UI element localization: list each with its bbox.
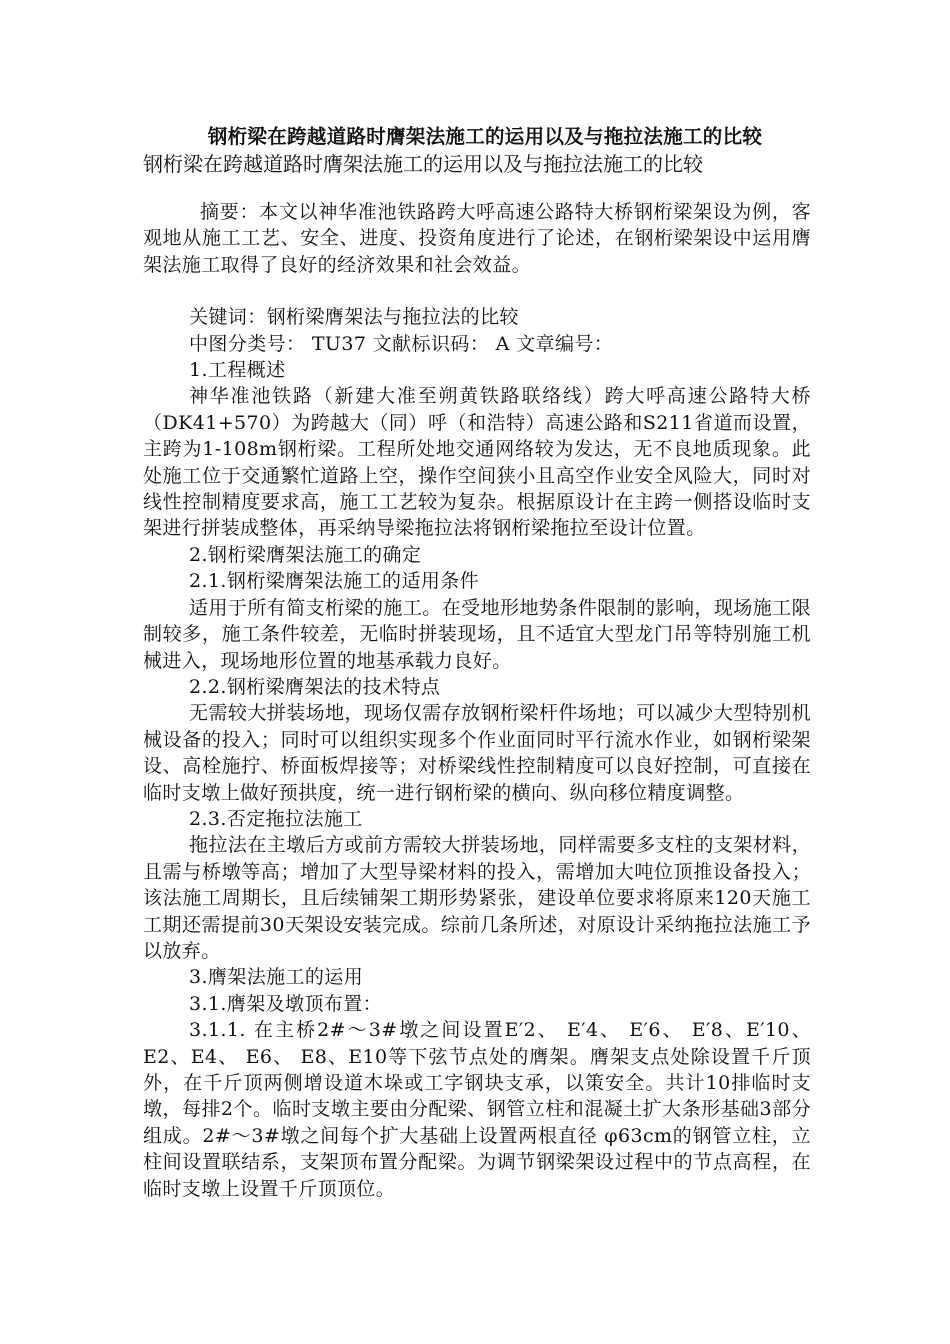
section-paragraph: 拖拉法在主墩后方或前方需较大拼装场地，同样需要多支柱的支架材料，且需与桥墩等高；增加了大型导梁材料的投入，需增加大吨位顶推设备投入；该法施工周期长，且后续铺架工期形势紧张，建设单位要求将原来120天施工工期还需提前30天架设安装完成。综前几条所述，对原设计采纳拖拉法施工予以放弃。 (143, 834, 811, 962)
document-subtitle: 钢桁梁在跨越道路时膺架法施工的运用以及与拖拉法施工的比较 (143, 152, 703, 176)
abstract-paragraph: 摘要：本文以神华准池铁路跨大呼高速公路特大桥钢桁梁架设为例，客观地从施工工艺、安全、进度、投资角度进行了论述，在钢桁梁架设中运用膺架法施工取得了良好的经济效果和社会效益。 (143, 201, 811, 276)
section-heading: 3.膺架法施工的运用 (189, 966, 364, 989)
spacer (143, 278, 811, 304)
section-heading: 2.1.钢桁梁膺架法施工的适用条件 (189, 570, 480, 593)
section-heading: 2.钢桁梁膺架法施工的确定 (189, 543, 422, 566)
section-paragraph: 神华准池铁路（新建大准至朔黄铁路联络线）跨大呼高速公路特大桥（DK41+570）为跨越大（同）呼（和浩特）高速公路和S211省道而设置，主跨为1-108m钢桁梁。工程所处地交通网络较为发达，无不良地质现象。此处施工位于交通繁忙道路上空，操作空间狭小且高空作业安全风险大，同时对线性控制精度要求高，施工工艺较为复杂。根据原设计在主跨一侧搭设临时支架进行拼装成整体，再采纳导梁拖拉法将钢桁梁拖拉至设计位置。 (143, 385, 811, 540)
section-paragraph: 3.1.1. 在主桥2#～3#墩之间设置E′2、 E′4、 E′6、 E′8、E′10、E2、E4、 E6、 E8、E10等下弦节点处的膺架。膺架支点处除设置千斤顶外，在千斤顶两侧增设道木垛或工字钢块支承，以策安全。共计10排临时支墩，每排2个。临时支墩主要由分配梁、钢管立柱和混凝土扩大条形基础3部分组成。2#～3#墩之间每个扩大基础上设置两根直径 φ63cm的钢管立柱，立柱间设置联结系，支架顶布置分配梁。为调节钢梁架设过程中的节点高程，在临时支墩上设置千斤顶顶位。 (143, 1019, 811, 1200)
section-heading: 3.1.膺架及墩顶布置： (189, 992, 383, 1015)
section-paragraph: 适用于所有简支桁梁的施工。在受地形地势条件限制的影响，现场施工限制较多，施工条件较差，无临时拼装现场，且不适宜大型龙门吊等特别施工机械进入，现场地形位置的地基承载力良好。 (143, 596, 811, 672)
document-body (143, 199, 811, 1202)
classification-line: 中图分类号： TU37 文献标识码： A 文章编号： (189, 332, 614, 355)
section-paragraph: 无需较大拼装场地，现场仅需存放钢桁梁杆件场地；可以减少大型特别机械设备的投入；同时可以组织实现多个作业面同时平行流水作业，如钢桁梁架设、高栓施拧、桥面板焊接等；对桥梁线性控制精度可以良好控制，可直接在临时支墩上做好预拱度，统一进行钢桁梁的横向、纵向移位精度调整。 (143, 702, 811, 804)
section-heading: 2.2.钢桁梁膺架法的技术特点 (189, 675, 441, 698)
document-title: 钢桁梁在跨越道路时膺架法施工的运用以及与拖拉法施工的比较 (207, 125, 763, 148)
keywords-line: 关键词：钢桁梁膺架法与拖拉法的比较 (189, 306, 519, 329)
section-heading: 2.3.否定拖拉法施工 (189, 807, 363, 830)
section-heading: 1.工程概述 (189, 359, 286, 382)
